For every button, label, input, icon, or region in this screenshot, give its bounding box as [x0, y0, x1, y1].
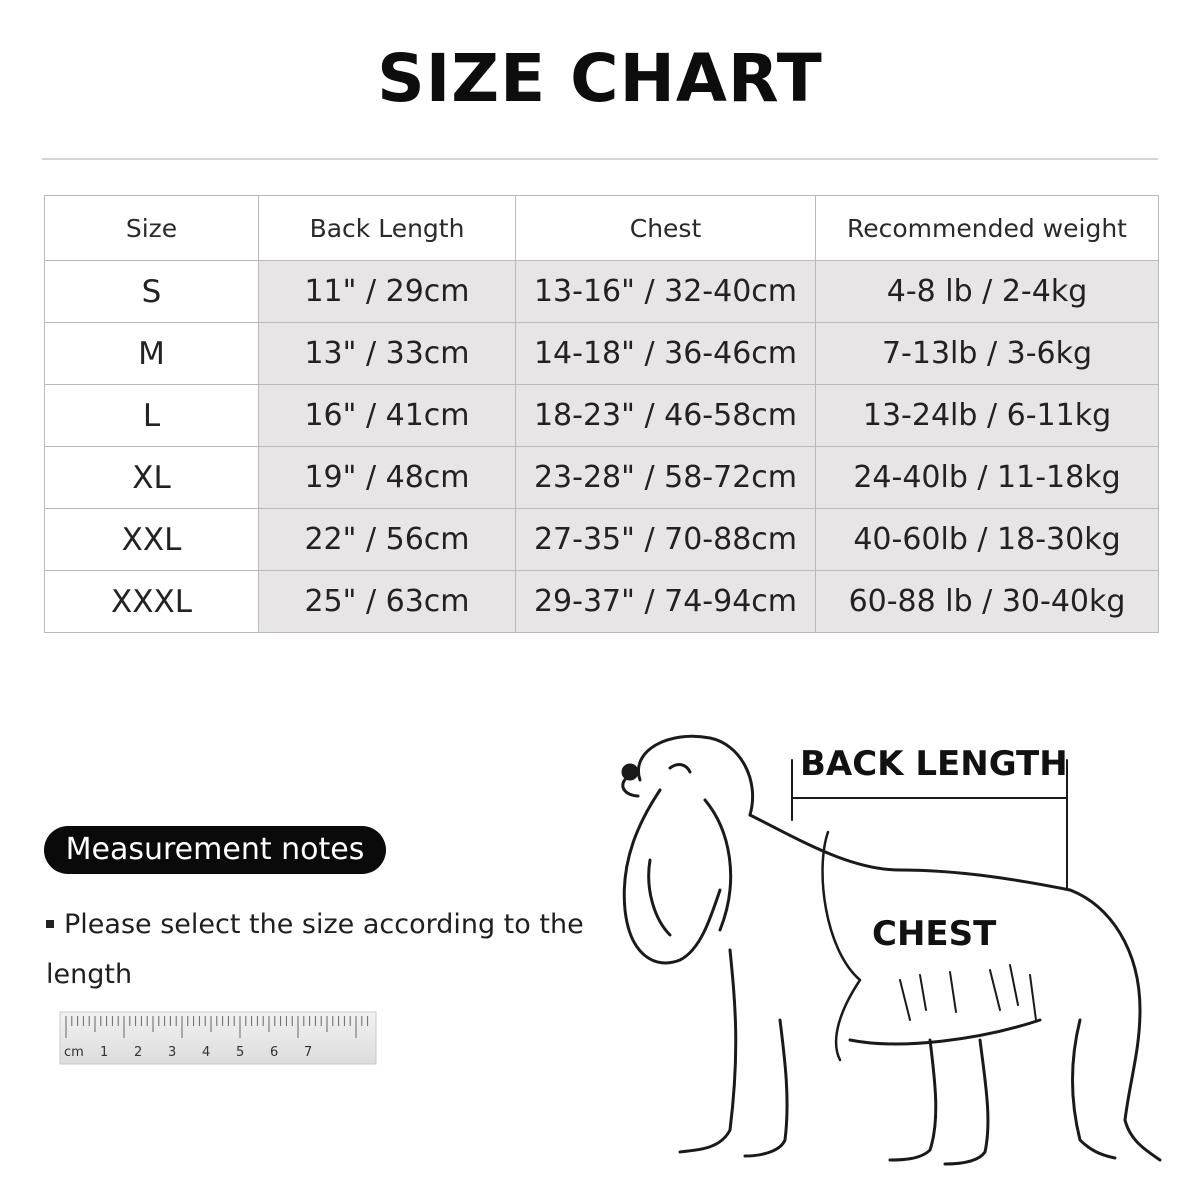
table-row	[45, 261, 1159, 323]
ruler-number: 4	[202, 1045, 211, 1060]
page-title: SIZE CHART	[377, 40, 823, 117]
column-header: Size	[45, 196, 259, 261]
ruler-icon	[58, 1010, 378, 1070]
column-header: Recommended weight	[816, 196, 1159, 261]
size-cell: M	[45, 323, 259, 385]
ruler-number: 1	[100, 1045, 109, 1060]
table-row	[45, 571, 1159, 633]
ruler-number: 7	[304, 1045, 313, 1060]
ruler-number: 5	[236, 1045, 245, 1060]
back-length-label: BACK LENGTH	[800, 744, 1068, 784]
measurement-notes-heading: Measurement notes	[44, 826, 386, 874]
bullet-icon	[46, 920, 54, 928]
back-length-cell: 25" / 63cm	[259, 571, 516, 633]
chest-cell: 23-28" / 58-72cm	[516, 447, 816, 509]
chest-cell: 18-23" / 46-58cm	[516, 385, 816, 447]
chest-cell: 29-37" / 74-94cm	[516, 571, 816, 633]
weight-cell: 24-40lb / 11-18kg	[816, 447, 1159, 509]
chest-label: CHEST	[872, 914, 997, 954]
ruler-unit: cm	[64, 1045, 84, 1060]
weight-cell: 40-60lb / 18-30kg	[816, 509, 1159, 571]
size-cell: XL	[45, 447, 259, 509]
weight-cell: 7-13lb / 3-6kg	[816, 323, 1159, 385]
chest-cell: 27-35" / 70-88cm	[516, 509, 816, 571]
table-header-row	[45, 196, 1159, 261]
table-row	[45, 385, 1159, 447]
ruler-number: 3	[168, 1045, 177, 1060]
weight-cell: 4-8 lb / 2-4kg	[816, 261, 1159, 323]
table-row	[45, 509, 1159, 571]
size-table	[44, 195, 1159, 633]
note-line-1: Please select the size according to the length	[46, 909, 584, 990]
back-length-cell: 11" / 29cm	[259, 261, 516, 323]
chest-cell: 13-16" / 32-40cm	[516, 261, 816, 323]
ruler-number: 6	[270, 1045, 279, 1060]
back-length-cell: 19" / 48cm	[259, 447, 516, 509]
weight-cell: 13-24lb / 6-11kg	[816, 385, 1159, 447]
weight-cell: 60-88 lb / 30-40kg	[816, 571, 1159, 633]
title-divider	[42, 158, 1158, 160]
table-row	[45, 323, 1159, 385]
size-cell: XXXL	[45, 571, 259, 633]
column-header: Back Length	[259, 196, 516, 261]
back-length-cell: 16" / 41cm	[259, 385, 516, 447]
size-cell: S	[45, 261, 259, 323]
column-header: Chest	[516, 196, 816, 261]
back-length-cell: 13" / 33cm	[259, 323, 516, 385]
size-cell: XXL	[45, 509, 259, 571]
ruler-number: 2	[134, 1045, 143, 1060]
back-length-cell: 22" / 56cm	[259, 509, 516, 571]
table-row	[45, 447, 1159, 509]
chest-cell: 14-18" / 36-46cm	[516, 323, 816, 385]
size-cell: L	[45, 385, 259, 447]
